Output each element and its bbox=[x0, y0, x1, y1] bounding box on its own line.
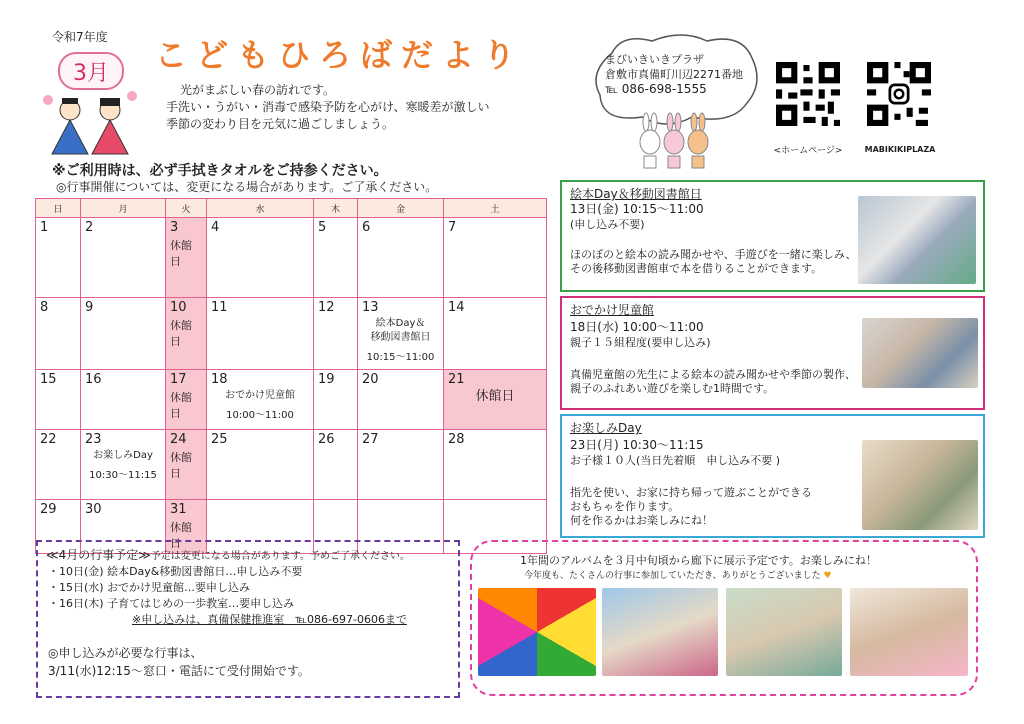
album-line2: 今年度も、たくさんの行事に参加していただき、ありがとうございました ♥ bbox=[524, 571, 832, 581]
weekday-header: 日 bbox=[36, 199, 81, 218]
day-number: 19 bbox=[318, 372, 335, 387]
calendar-day-cell bbox=[207, 298, 314, 370]
calendar-day-cell bbox=[36, 370, 81, 430]
calendar-event: お楽しみDay bbox=[93, 450, 153, 461]
day-number: 7 bbox=[448, 220, 457, 235]
calendar-day-cell bbox=[81, 218, 166, 298]
day-number: 18 bbox=[211, 372, 228, 387]
library-bus-photo bbox=[858, 196, 976, 284]
closed-label: 休館日 bbox=[170, 239, 192, 268]
day-number: 8 bbox=[40, 300, 49, 315]
calendar-event-time: 10:15～11:00 bbox=[366, 352, 435, 363]
weekday-header: 金 bbox=[358, 199, 444, 218]
day-number: 25 bbox=[211, 432, 228, 447]
calendar-day-cell bbox=[314, 298, 358, 370]
day-number: 4 bbox=[211, 220, 220, 235]
day-number: 23 bbox=[85, 432, 102, 447]
event-desc: 真備児童館の先生による絵本の読み聞かせや季節の製作、 bbox=[570, 368, 856, 381]
event-card-odekake bbox=[560, 296, 985, 410]
calendar-day-cell bbox=[314, 430, 358, 500]
calendar-day-cell bbox=[81, 370, 166, 430]
fiscal-year: 令和7年度 bbox=[52, 30, 108, 44]
day-number: 22 bbox=[40, 432, 57, 447]
day-number: 10 bbox=[170, 300, 187, 315]
change-notice: ◎行事開催については、変更になる場合があります。ご了承ください。 bbox=[56, 180, 438, 194]
odekake-photo bbox=[862, 318, 978, 388]
calendar-day-cell bbox=[358, 430, 444, 500]
day-number: 27 bbox=[362, 432, 379, 447]
calendar-event-time: 10:30～11:15 bbox=[89, 470, 157, 481]
event-card-ehon bbox=[560, 180, 985, 292]
april-contact: ※申し込みは、真備保健推進室 ℡086-697-0606まで bbox=[132, 613, 407, 626]
qr-code-homepage-icon[interactable] bbox=[776, 62, 840, 126]
weekday-header: 水 bbox=[207, 199, 314, 218]
greeting-line: 光がまぶしい春の訪れです。 bbox=[180, 83, 336, 97]
event-desc: その後移動図書館車で本を借りることができます。 bbox=[570, 262, 823, 275]
calendar-day-cell bbox=[166, 370, 207, 430]
day-number: 30 bbox=[85, 502, 102, 517]
event-note: 親子１５組程度(要申し込み) bbox=[570, 336, 711, 349]
apply-text: 3/11(水)12:15～窓口・電話にて受付開始です。 bbox=[48, 664, 310, 678]
facility-name: まびいきいきプラザ bbox=[605, 53, 704, 66]
april-item: ・16日(木) 子育てはじめの一歩教室…要申し込み bbox=[48, 597, 295, 610]
event-time: 23日(月) 10:30～11:15 bbox=[570, 438, 704, 452]
weekday-header: 土 bbox=[444, 199, 547, 218]
event-desc: おもちゃを作ります。 bbox=[570, 500, 680, 513]
day-number: 1 bbox=[40, 220, 49, 235]
apply-heading: ◎申し込みが必要な行事は、 bbox=[48, 646, 203, 660]
closed-label: 休館日 bbox=[475, 389, 515, 404]
event-time: 13日(金) 10:15～11:00 bbox=[570, 202, 704, 216]
greeting bbox=[166, 82, 526, 133]
album-photo-playground bbox=[726, 588, 842, 676]
closed-label: 休館日 bbox=[170, 521, 192, 550]
calendar-day-cell bbox=[81, 430, 166, 500]
qr-instagram-label: MABIKIKIPLAZA bbox=[864, 145, 936, 154]
calendar-day-cell bbox=[36, 430, 81, 500]
event-desc: 親子のふれあい遊びを楽しむ1時間です。 bbox=[570, 382, 775, 395]
day-number: 2 bbox=[85, 220, 94, 235]
event-card-otanoshimi bbox=[560, 414, 985, 538]
calendar bbox=[35, 198, 547, 554]
calendar-day-cell bbox=[166, 298, 207, 370]
calendar-day-cell bbox=[314, 218, 358, 298]
weekday-header: 火 bbox=[166, 199, 207, 218]
calendar-day-cell bbox=[444, 370, 547, 430]
towel-notice: ※ご利用時は、必ず手拭きタオルをご持参ください。 bbox=[52, 163, 388, 179]
day-number: 20 bbox=[362, 372, 379, 387]
event-desc: 何を作るかはお楽しみにね！ bbox=[570, 514, 713, 527]
calendar-day-cell bbox=[81, 298, 166, 370]
calendar-day-cell bbox=[207, 430, 314, 500]
calendar-day-cell bbox=[207, 370, 314, 430]
qr-homepage-label: <ホームページ> bbox=[773, 146, 843, 156]
day-number: 6 bbox=[362, 220, 371, 235]
calendar-day-cell bbox=[36, 218, 81, 298]
newsletter-title: こどもひろばだより bbox=[155, 36, 525, 74]
event-time: 18日(水) 10:00～11:00 bbox=[570, 320, 704, 334]
facility-tel: ℡ 086-698-1555 bbox=[605, 82, 707, 96]
album-box bbox=[470, 540, 978, 696]
album-photo-pool bbox=[602, 588, 718, 676]
closed-label: 休館日 bbox=[170, 391, 192, 420]
day-number: 29 bbox=[40, 502, 57, 517]
april-schedule bbox=[36, 540, 460, 698]
april-item: ・10日(金) 絵本Day&移動図書館日…申し込み不要 bbox=[48, 565, 303, 578]
day-number: 3 bbox=[170, 220, 179, 235]
closed-label: 休館日 bbox=[170, 451, 192, 480]
calendar-event-time: 10:00～11:00 bbox=[226, 410, 294, 421]
calendar-day-cell bbox=[36, 298, 81, 370]
calendar-day-cell bbox=[358, 218, 444, 298]
event-title: お楽しみDay bbox=[570, 421, 642, 435]
day-number: 15 bbox=[40, 372, 57, 387]
day-number: 21 bbox=[448, 372, 465, 387]
calendar-day-cell bbox=[314, 370, 358, 430]
calendar-day-cell bbox=[358, 298, 444, 370]
otanoshimi-photo bbox=[862, 440, 978, 530]
facility-info bbox=[605, 52, 743, 97]
april-heading: ≪4月の行事予定≫予定は変更になる場合があります。予めご了承ください。 bbox=[46, 548, 410, 562]
closed-label: 休館日 bbox=[170, 319, 192, 348]
event-note: お子様１０人(当日先着順 申し込み不要 ) bbox=[570, 454, 781, 467]
calendar-day-cell bbox=[444, 218, 547, 298]
calendar-day-cell bbox=[358, 370, 444, 430]
album-photo-playroom bbox=[850, 588, 968, 676]
weekday-header: 月 bbox=[81, 199, 166, 218]
album-line1: 1年間のアルバムを３月中旬頃から廊下に展示予定です。お楽しみにね！ bbox=[520, 554, 877, 567]
facility-address: 倉敷市真備町川辺2271番地 bbox=[605, 68, 743, 81]
april-item: ・15日(水) おでかけ児童館…要申し込み bbox=[48, 581, 250, 594]
day-number: 13 bbox=[362, 300, 379, 315]
event-desc: ほのぼのと絵本の読み聞かせや、手遊びを一緒に楽しみ、 bbox=[570, 248, 857, 261]
calendar-day-cell bbox=[166, 430, 207, 500]
day-number: 31 bbox=[170, 502, 187, 517]
event-note: (申し込み不要) bbox=[570, 218, 645, 231]
day-number: 26 bbox=[318, 432, 335, 447]
qr-code-instagram-icon[interactable] bbox=[867, 62, 931, 126]
event-desc: 指先を使い、お家に持ち帰って遊ぶことができる bbox=[570, 486, 812, 499]
day-number: 12 bbox=[318, 300, 335, 315]
calendar-day-cell bbox=[166, 218, 207, 298]
day-number: 16 bbox=[85, 372, 102, 387]
day-number: 14 bbox=[448, 300, 465, 315]
day-number: 17 bbox=[170, 372, 187, 387]
calendar-event: 絵本Day＆ bbox=[375, 318, 426, 329]
day-number: 5 bbox=[318, 220, 327, 235]
day-number: 28 bbox=[448, 432, 465, 447]
hina-dolls-icon bbox=[40, 88, 140, 156]
event-title: おでかけ児童館 bbox=[570, 303, 654, 317]
day-number: 11 bbox=[211, 300, 228, 315]
greeting-line: 手洗い・うがい・消毒で感染予防を心がけ、寒暖差が激しい bbox=[166, 100, 490, 114]
greeting-line: 季節の変わり目を元気に過ごしましょう。 bbox=[166, 117, 395, 131]
day-number: 24 bbox=[170, 432, 187, 447]
month-badge: 3月 bbox=[58, 52, 124, 90]
calendar-day-cell bbox=[207, 218, 314, 298]
calendar-day-cell bbox=[444, 298, 547, 370]
weekday-header: 木 bbox=[314, 199, 358, 218]
calendar-day-cell bbox=[444, 430, 547, 500]
calendar-event: 移動図書館日 bbox=[370, 332, 431, 343]
album-photo-parachute bbox=[478, 588, 596, 676]
event-title: 絵本Day＆移動図書館日 bbox=[570, 187, 702, 201]
day-number: 9 bbox=[85, 300, 94, 315]
bunnies-icon bbox=[634, 112, 716, 170]
calendar-event: おでかけ児童館 bbox=[225, 390, 295, 401]
